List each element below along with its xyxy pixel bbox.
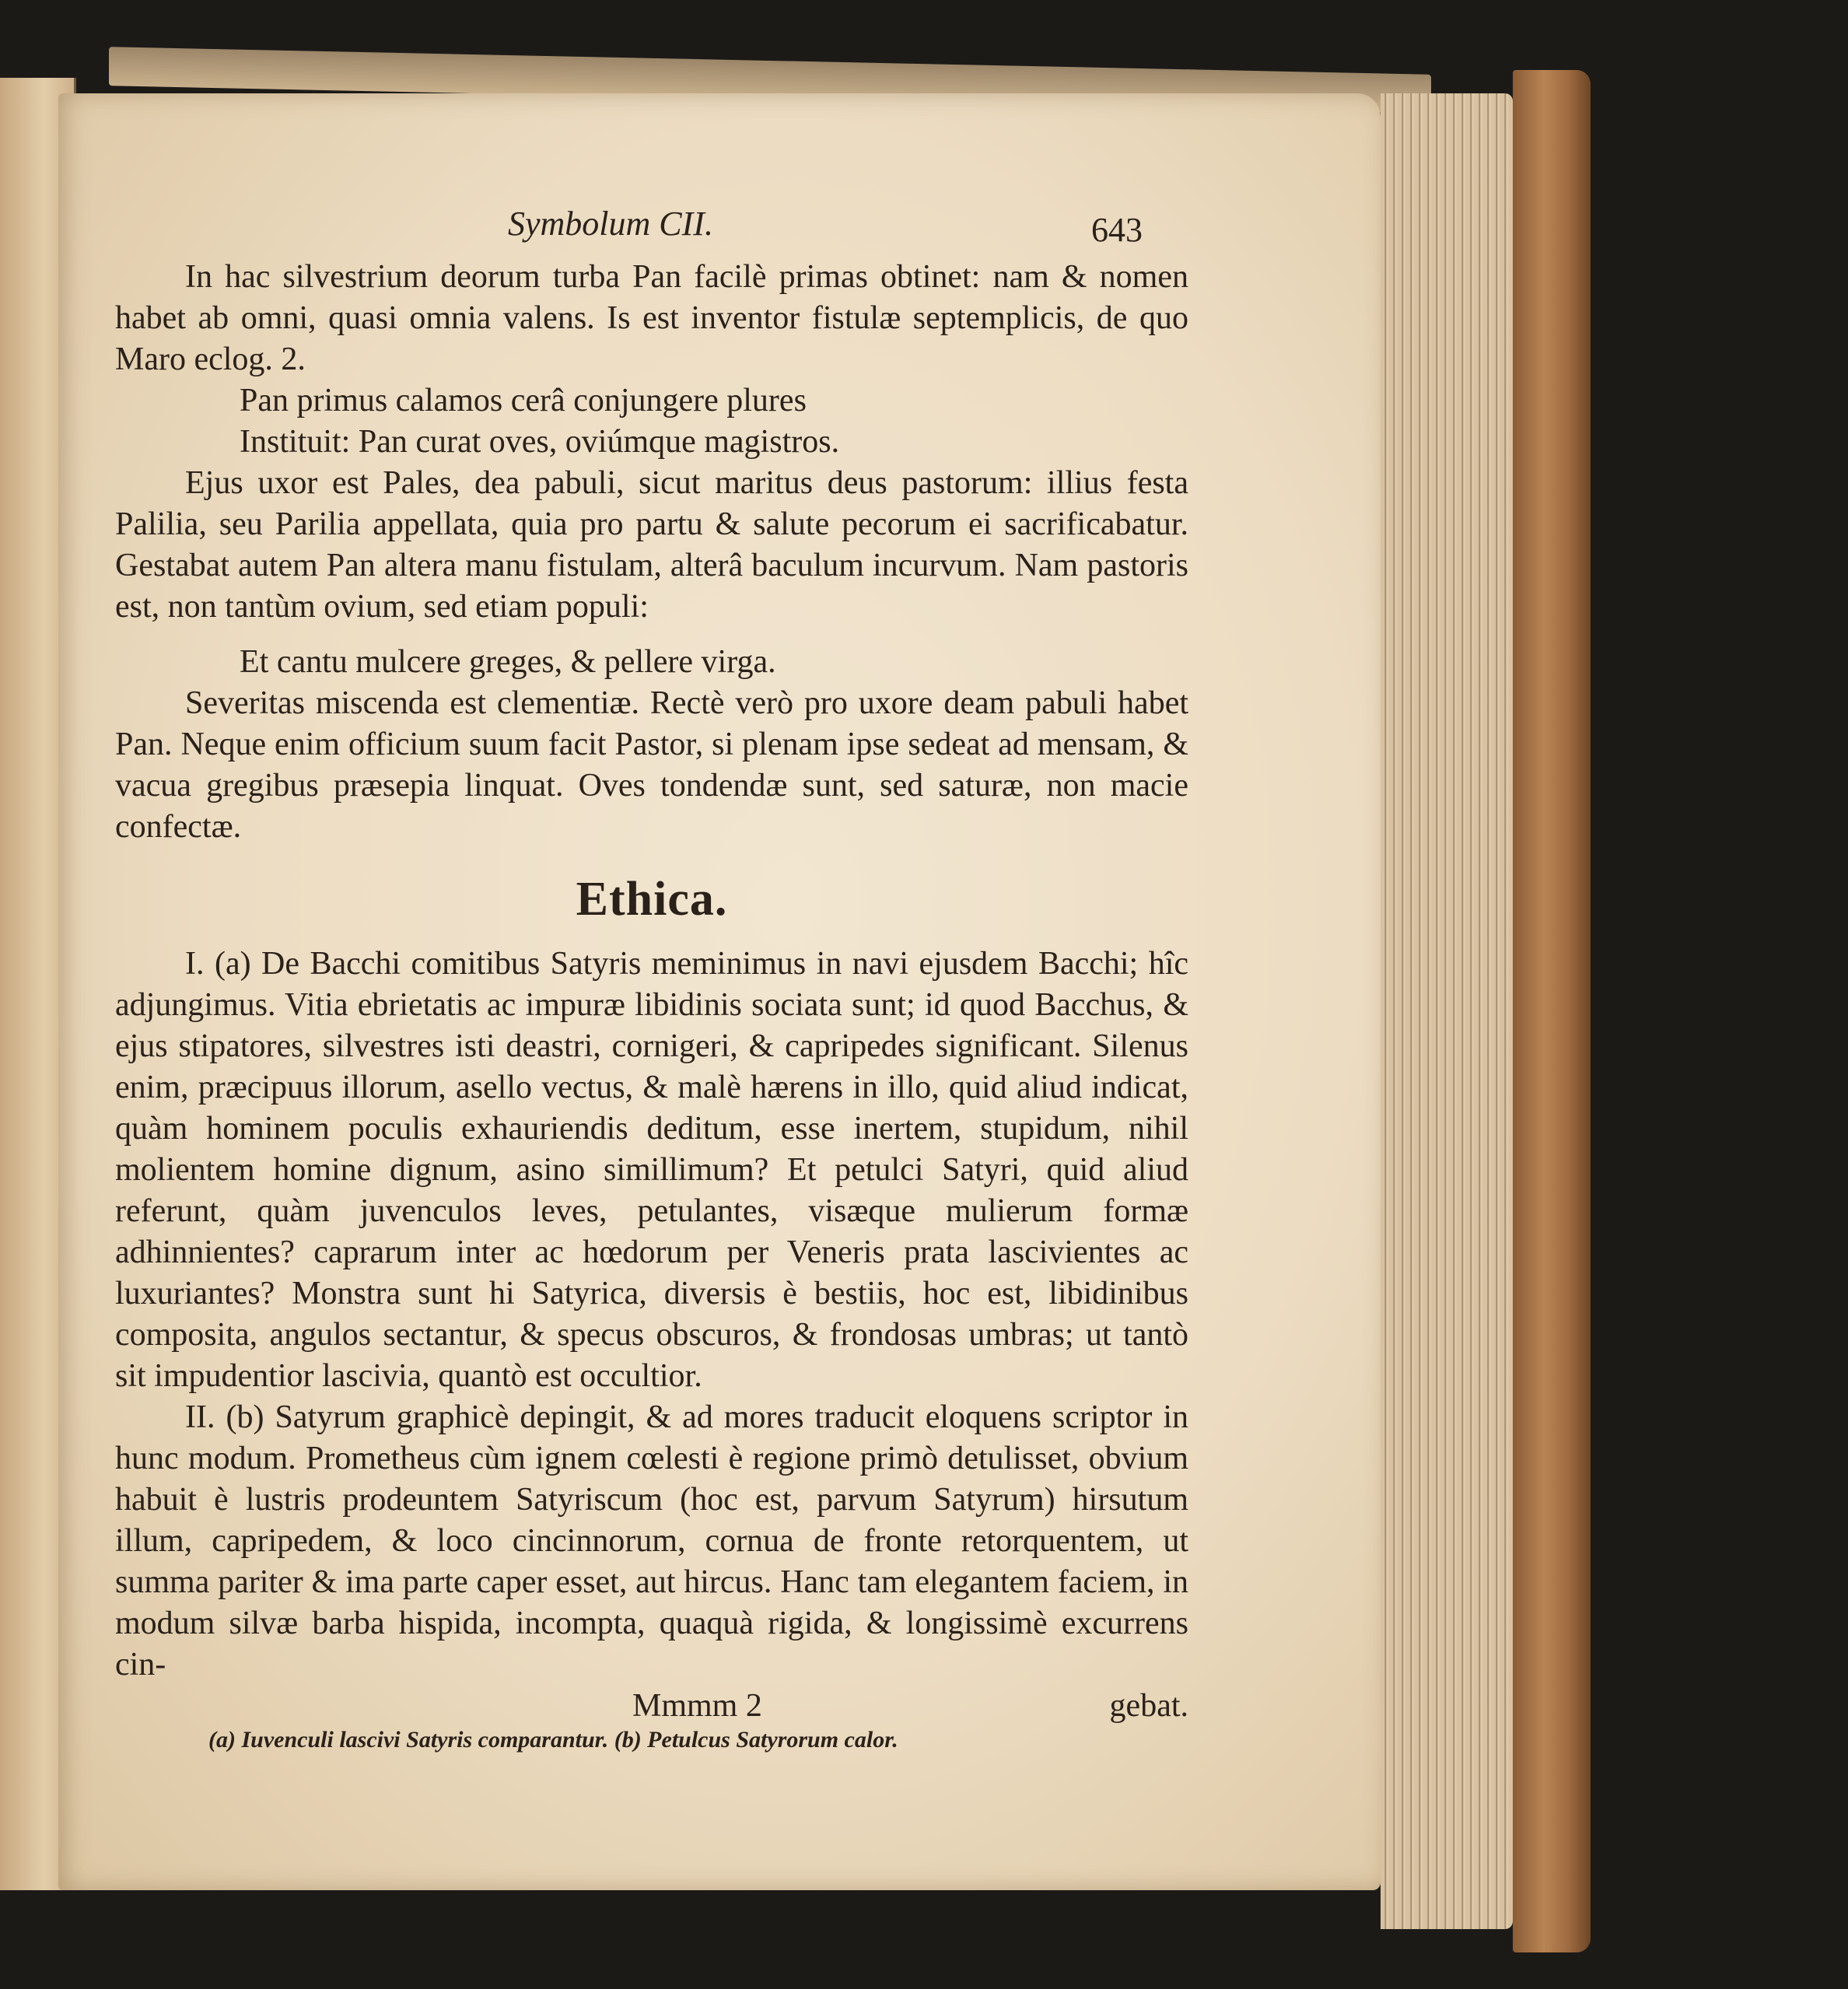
running-head [115,204,1204,250]
page-stack [1381,93,1513,1929]
paragraph-5: II. (b) Satyrum graphicè depingit, & ad mores traducit eloquens scriptor in hunc modum. Prometheus cùm ignem cœlesti è regione primò detulisset, obvium habuit è lustris prodeuntem Satyriscum (hoc est, parvum Satyrum) hirsutum illum, capripedem, & loco cincinnorum, cornua de fronte retorquentem, ut summa pariter & ima parte caper esset, aut hircus. Hanc tam elegantem faciem, in modum silvæ barba hispida, incompta, quaquà rigida, & longissimè excurrens cin- [115,1399,1188,1683]
section-heading: Ethica. [576,873,728,926]
signature-mark: Mmmm 2 [632,1688,762,1724]
footnotes: (a) Iuvenculi lascivi Satyris comparantur. (b) Petulcus Satyrorum calor. [208,1727,898,1753]
paragraph-1: In hac silvestrium deorum turba Pan facilè primas obtinet: nam & nomen habet ab omni, quasi omnia valens. Is est inventor fistulæ septemplicis, de quo Maro eclog. 2. [115,259,1188,377]
verse-line-2: Instituit: Pan curat oves, oviúmque magistros. [240,424,840,460]
paragraph-2: Ejus uxor est Pales, dea pabuli, sicut maritus deus pastorum: illius festa Palilia, seu Parilia appellata, quia pro partu & salute pecorum ei sacrificabatur. Gestabat autem Pan altera manu fistulam, alterâ baculum incurvum. Nam pastoris est, non tantùm ovium, sed etiam populi: [115,465,1188,625]
page-number: 643 [1091,211,1143,249]
verse-line-3: Et cantu mulcere greges, & pellere virga. [240,644,776,680]
catchword: gebat. [1109,1688,1188,1724]
verse-line-1: Pan primus calamos cerâ conjungere plures [240,383,807,418]
paragraph-4: I. (a) De Bacchi comitibus Satyris meminimus in navi ejusdem Bacchi; hîc adjungimus. Vitia ebrietatis ac impuræ libidinis sociata sunt; id quod Bacchus, & ejus stipatores, silvestres isti deastri, cornigeri, & capripedes significant. Silenus enim, præcipuus illorum, asello vectus, & malè hærens in illo, quid aliud indicat, quàm hominem poculis exhauriendis deditum, esse inertem, stupidum, nihil molientem homine dignum, asino simillimum? Et petulci Satyri, quid aliud referunt, quàm juvenculos leves, petulantes, visæque mulierum formæ adhinnientes? caprarum inter ac hœdorum per Veneris prata lascivientes ac luxuriantes? Monstra sunt hi Satyrica, diversis è bestiis, hoc est, libidinibus composita, angulos sectantur, & specus obscuros, & frondosas umbras; ut tantò sit impudentior lascivia, quantò est occultior. [115,946,1188,1394]
page-body [115,257,1188,1756]
signature-line [115,1686,1188,1725]
paragraph-3: Severitas miscenda est clementiæ. Rectè verò pro uxore deam pabuli habet Pan. Neque enim officium suum facit Pastor, si plenam ipse sedeat ad mensam, & vacua gregibus præsepia linquat. Oves tondendæ sunt, sed saturæ, non macie confectæ. [115,685,1188,845]
book-cover [1513,70,1591,1952]
running-title: Symbolum CII. [508,205,713,243]
